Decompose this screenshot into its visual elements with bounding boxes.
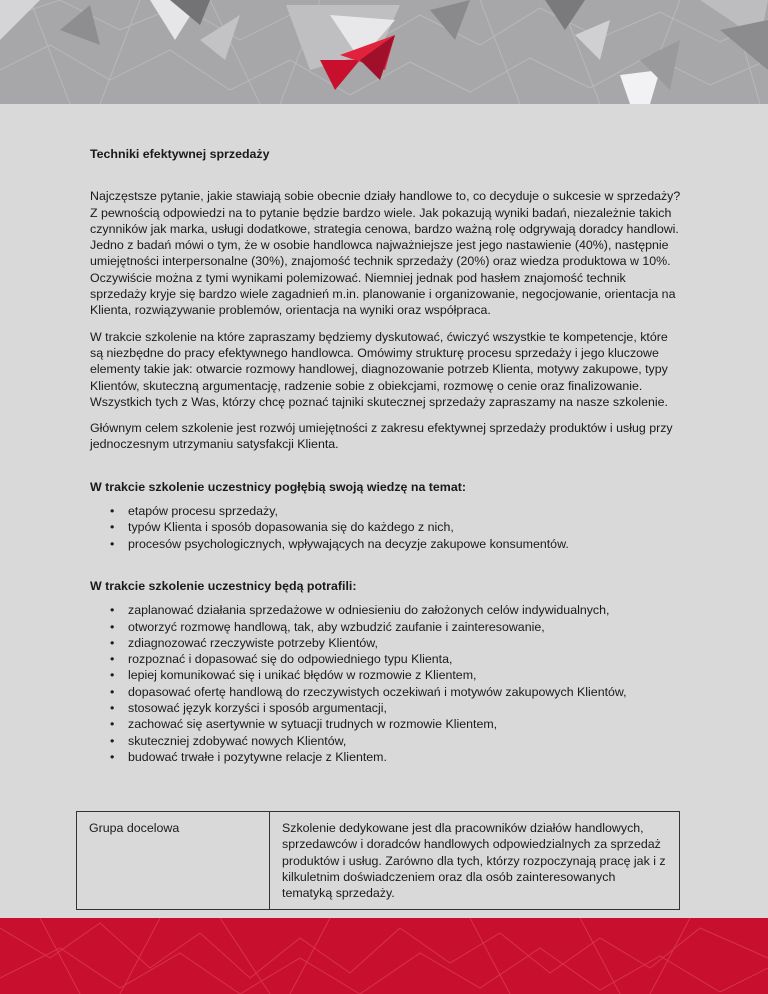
list-item: • zaplanować działania sprzedażowe w odniesieniu do założonych celów indywidualnych, xyxy=(128,602,682,618)
footer-geometric-pattern xyxy=(0,918,768,994)
header-geometric-pattern xyxy=(0,0,768,104)
table-row xyxy=(77,812,680,910)
list-item: • lepiej komunikować się i unikać błędów w rozmowie z Klientem, xyxy=(128,667,682,683)
list-item: • typów Klienta i sposób dopasowania się do każdego z nich, xyxy=(128,519,682,535)
list-item: • otworzyć rozmowę handlową, tak, aby wzbudzić zaufanie i zainteresowanie, xyxy=(128,619,682,635)
knowledge-heading: W trakcie szkolenie uczestnicy pogłębią swoją wiedzę na temat: xyxy=(90,479,466,494)
list-item: • rozpoznać i dopasować się do odpowiedniego typu Klienta, xyxy=(128,651,682,667)
target-group-table xyxy=(76,811,680,910)
skills-list xyxy=(90,602,682,765)
target-group-text: Szkolenie dedykowane jest dla pracowników działów handlowych, sprzedawców i doradców handlowych odpowiedzialnych za sprzedaż produktów i usług. Zarówno dla tych, którzy rozpoczynają pracę jak i z kilkuletnim doświadczeniem oraz dla osób zainteresowanych tematyką sprzedaży. xyxy=(270,812,680,910)
list-item: • etapów procesu sprzedaży, xyxy=(128,503,682,519)
goal-paragraph: Głównym celem szkolenie jest rozwój umiejętności z zakresu efektywnej sprzedaży produktów i usług przy jednoczesnym utrzymaniu satysfakcji Klienta. xyxy=(90,421,673,452)
list-item: • dopasować ofertę handlową do rzeczywistych oczekiwań i motywów zakupowych Klientów, xyxy=(128,684,682,700)
training-paragraph: W trakcie szkolenie na które zapraszamy będziemy dyskutować, ćwiczyć wszystkie te kompetencje, które są niezbędne do pracy efektywnego handlowca. Omówimy strukturę procesu sprzedaży i jego kluczowe elementy takie jak: otwarcie rozmowy handlowej, diagnozowanie potrzeb Klienta, motywy zakupowe, typy Klientów, skuteczną argumentację, radzenie sobie z obiekcjami, rozmowę o cenie oraz finalizowanie. Wszystkich tych z Was, którzy chcę poznać tajniki skutecznej sprzedaży zapraszamy na nasze szkolenie. xyxy=(90,329,668,409)
document-title: Techniki efektywnej sprzedaży xyxy=(90,147,270,161)
intro-paragraph: Najczęstsze pytanie, jakie stawiają sobie obecnie działy handlowe to, co decyduje o sukcesie w sprzedaży? Z pewnością odpowiedzi na to pytanie będzie bardzo wiele. Jak pokazują wyniki badań, niezależnie takich czynników jak marka, usługi dodatkowe, strategia cenowa, bardzo ważną rolę odgrywają doradcy handlowi. Jedno z badań mówi o tym, że w osobie handlowca najważniejsze jest jego nastawienie (40%), następnie umiejętności interpersonalne (30%), znajomość technik sprzedaży (20%) oraz wiedza produktowa w 10%. Oczywiście można z tymi wynikami polemizować. Niemniej jednak pod hasłem znajomość technik sprzedaży kryje się bardzo wiele zagadnień m.in. planowanie i organizowanie, negocjowanie, orientacja na Klienta, rozwiązywanie problemów, orientacja na wyniki oraz współpraca. xyxy=(90,189,681,318)
list-item: • zachować się asertywnie w sytuacji trudnych w rozmowie Klientem, xyxy=(128,716,682,732)
skills-heading: W trakcie szkolenie uczestnicy będą potrafili: xyxy=(90,578,357,593)
document-body xyxy=(90,146,682,765)
knowledge-list xyxy=(90,503,682,552)
list-item: • budować trwałe i pozytywne relacje z Klientem. xyxy=(128,749,682,765)
list-item: • zdiagnozować rzeczywiste potrzeby Klientów, xyxy=(128,635,682,651)
list-item: • procesów psychologicznych, wpływających na decyzje zakupowe konsumentów. xyxy=(128,536,682,552)
list-item: • skuteczniej zdobywać nowych Klientów, xyxy=(128,733,682,749)
list-item: • stosować język korzyści i sposób argumentacji, xyxy=(128,700,682,716)
target-group-label: Grupa docelowa xyxy=(77,812,270,910)
header-banner xyxy=(0,0,768,104)
footer-banner xyxy=(0,918,768,994)
